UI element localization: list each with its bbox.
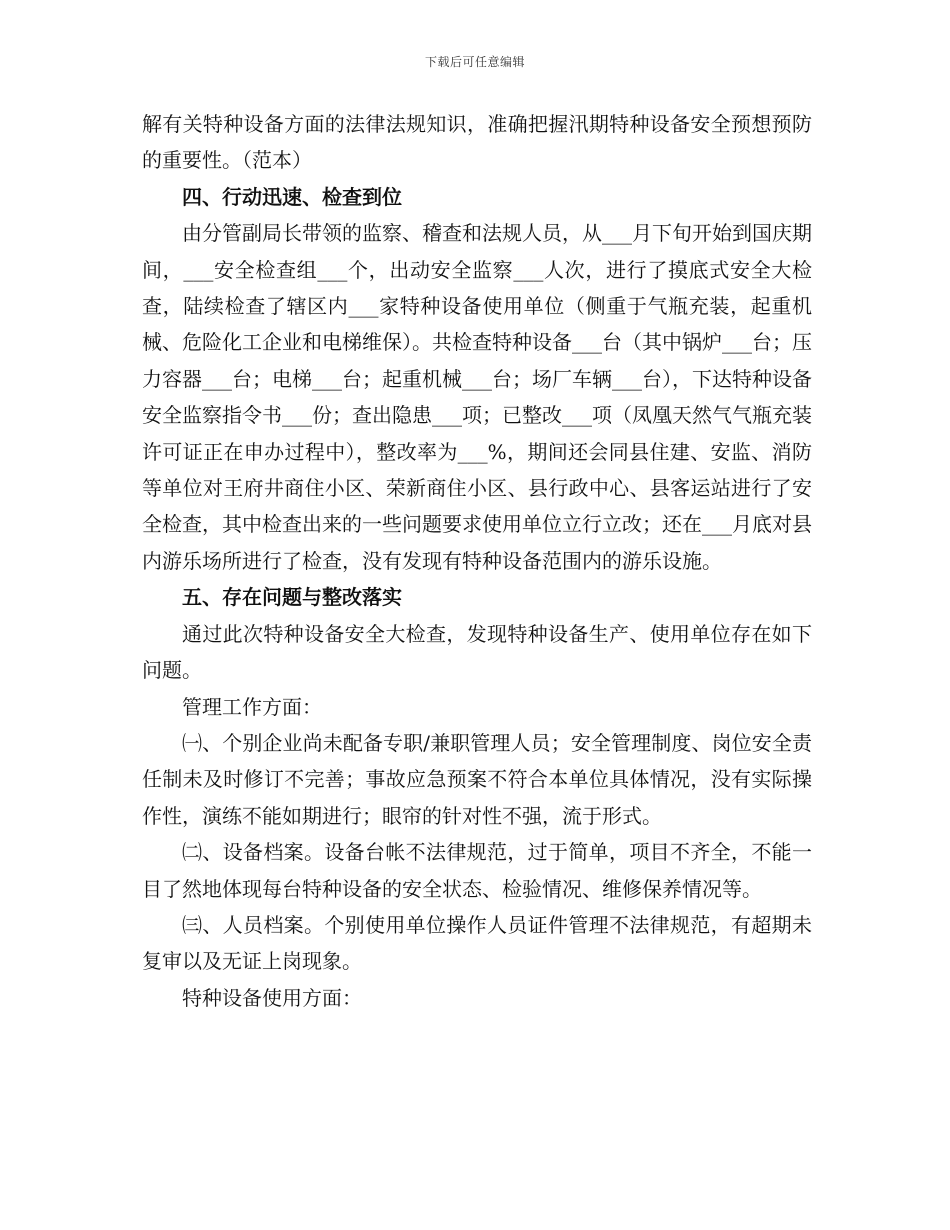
paragraph-usage-label: 特种设备使用方面： — [182, 985, 362, 1010]
paragraph-continuation: 解有关特种设备方面的法律法规知识，准确把握汛期特种设备安全预想预防的重要性。（范本） — [142, 112, 812, 173]
document-body — [142, 106, 812, 1016]
paragraph-item-2: ㈡、设备档案。设备台帐不法律规范，过于简单，项目不齐全，不能一目了然地体现每台特种设备的安全状态、检验情况、维修保养情况等。 — [142, 840, 812, 901]
page-header: 下载后可任意编辑 — [424, 55, 525, 69]
section-heading-5: 五、存在问题与整改落实 — [182, 585, 402, 610]
section-heading-4: 四、行动迅速、检查到位 — [182, 184, 402, 209]
paragraph-item-1: ㈠、个别企业尚未配备专职/兼职管理人员；安全管理制度、岗位安全责任制未及时修订不完善；事故应急预案不符合本单位具体情况，没有实际操作性，演练不能如期进行；眼帘的针对性不强，流于形式。 — [142, 730, 812, 828]
paragraph-item-3: ㈢、人员档案。个别使用单位操作人员证件管理不法律规范，有超期未复审以及无证上岗现象。 — [142, 912, 812, 974]
paragraph-problems-intro: 通过此次特种设备安全大检查，发现特种设备生产、使用单位存在如下问题。 — [142, 621, 812, 683]
paragraph-management-label: 管理工作方面： — [182, 694, 322, 719]
paragraph-inspection: 由分管副局长带领的监察、稽查和法规人员，从___月下旬开始到国庆期间，___安全检查组___个，出动安全监察___人次，进行了摸底式安全大检查，陆续检查了辖区内___家特种设备使用单位（侧重于气瓶充装，起重机械、危险化工企业和电梯维保）。共检查特种设备___台（其中锅炉___台；压力容器___台；电梯___台；起重机械___台；场厂车辆___台），下达特种设备安全监察指令书___份；查出隐患___项；已整改___项（凤凰天然气气瓶充装许可证正在申办过程中），整改率为___%，期间还会同县住建、安监、消防等单位对王府井商住小区、荣新商住小区、县行政中心、县客运站进行了安全检查，其中检查出来的一些问题要求使用单位立行立改；还在___月底对县内游乐场所进行了检查，没有发现有特种设备范围内的游乐设施。 — [142, 221, 812, 573]
